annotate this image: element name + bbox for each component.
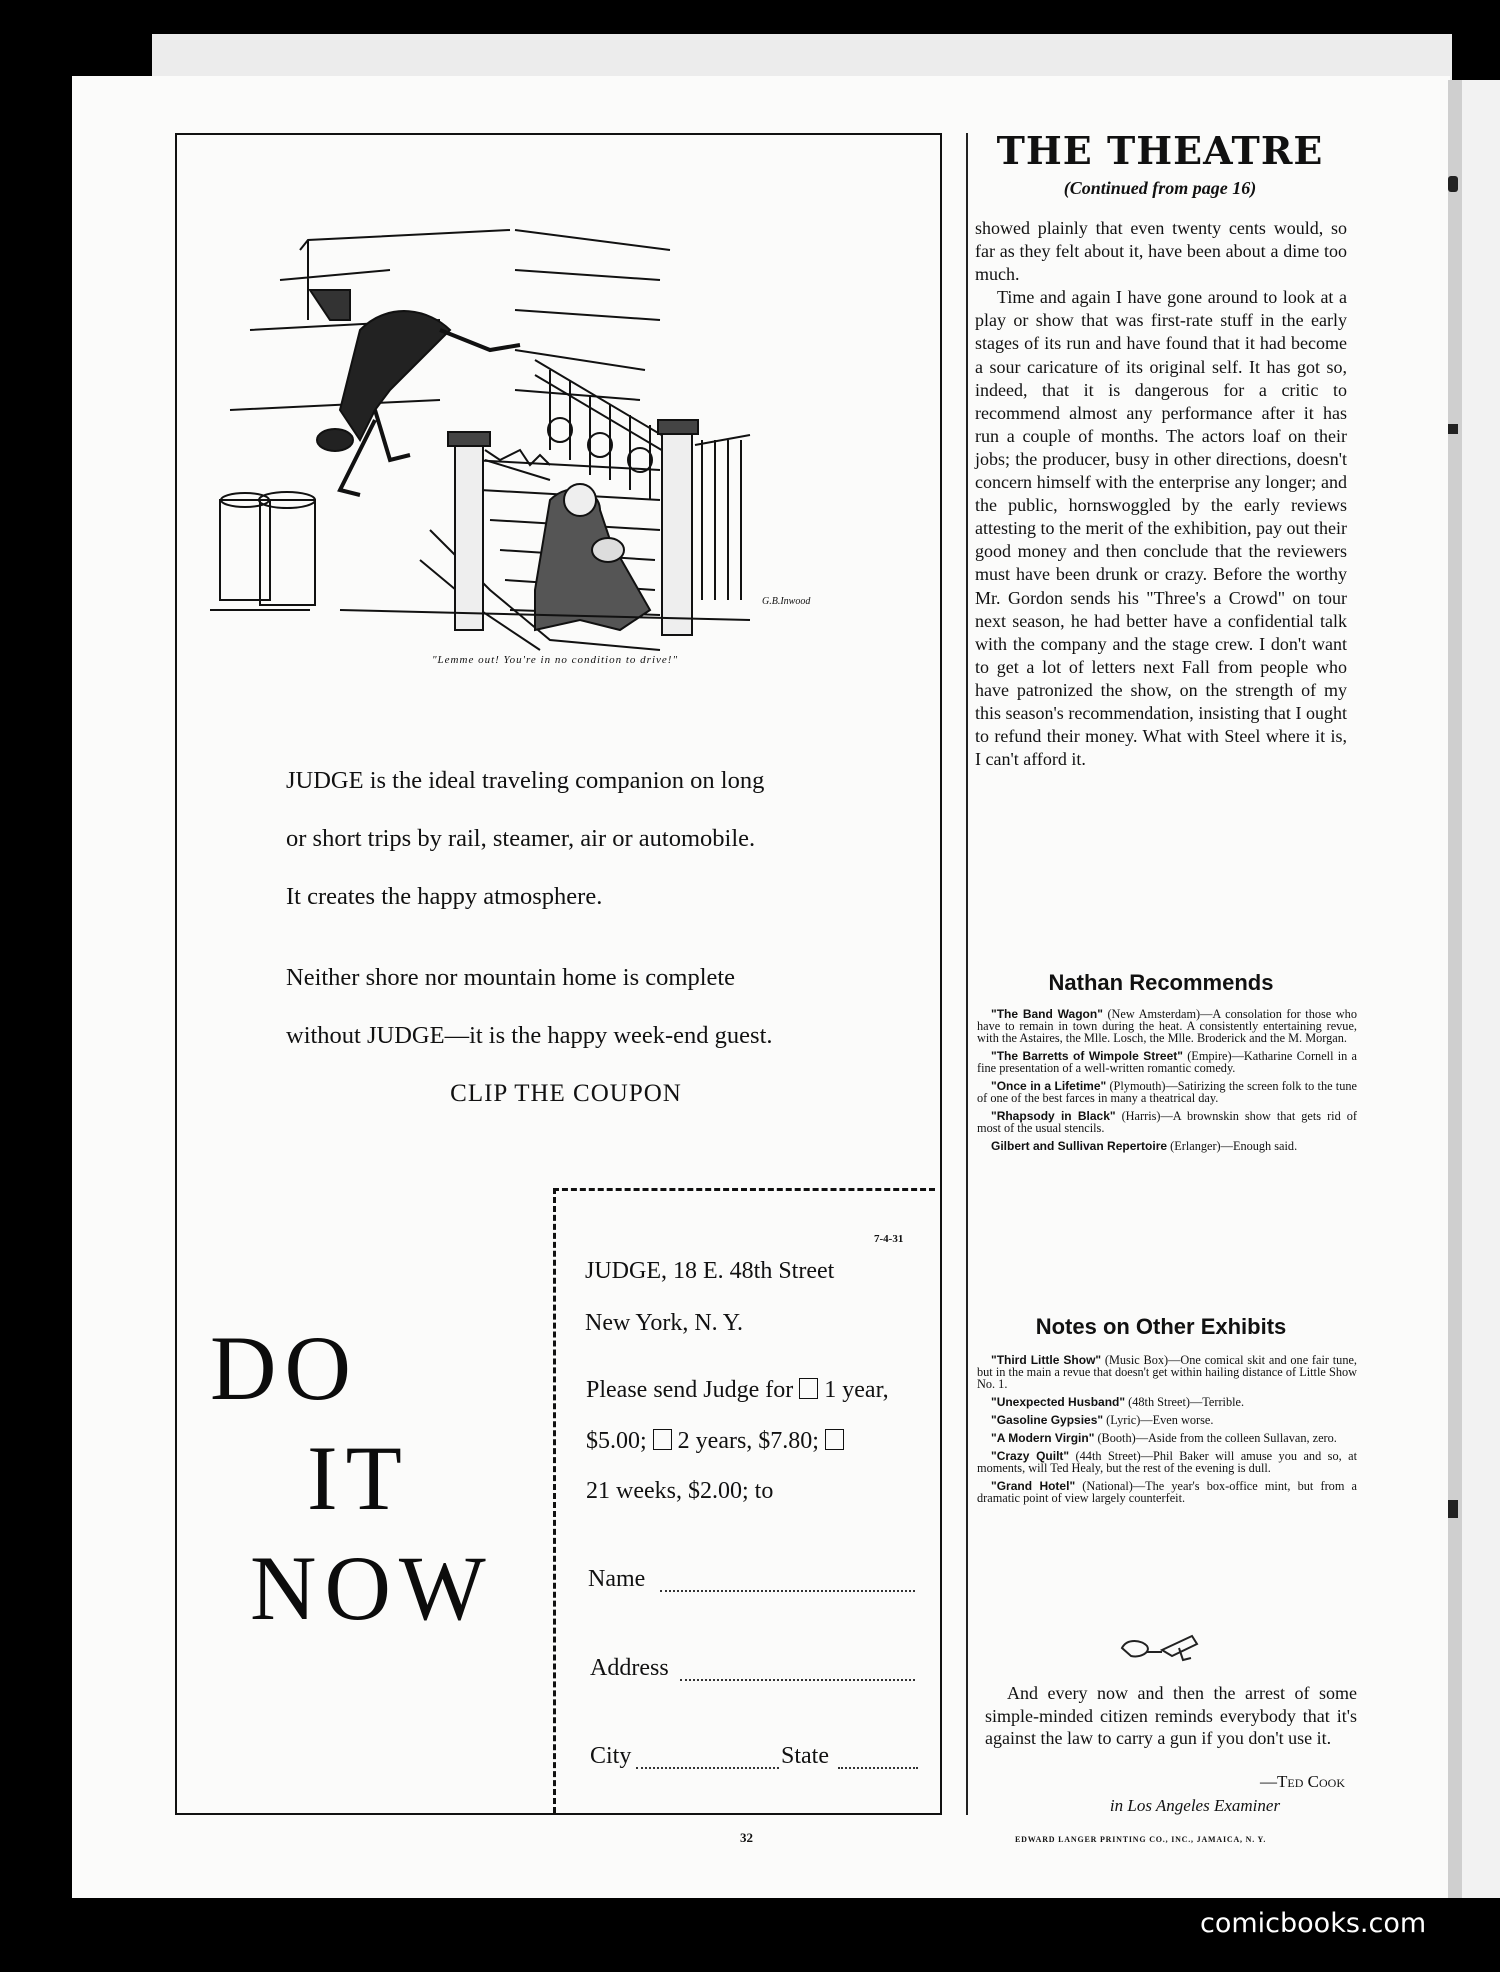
do-it-now-word: NOW <box>250 1537 494 1639</box>
show-review: (Empire)—Katharine Cornell in a fine presentation of a well-written romantic comedy. <box>977 1049 1357 1075</box>
show-review: (Music Box)—One comical skit and one fair tune, but in the main a revue that doesn't get within hailing distance of Little Show No. 1. <box>977 1353 1357 1391</box>
show-review: (Lyric)—Even worse. <box>1103 1413 1214 1427</box>
cartoon-illustration <box>190 210 930 680</box>
two-years-checkbox[interactable] <box>653 1429 672 1450</box>
city-field-label: City <box>590 1743 632 1769</box>
ad-line: without JUDGE—it is the happy week-end guest. <box>286 1022 773 1049</box>
show-title: "Third Little Show" <box>991 1353 1102 1367</box>
coupon-code: 7-4-31 <box>874 1233 904 1245</box>
show-review: (New Amsterdam)—A consolation for those who have to remain in town during the heat. A consistently entertaining revue, with the Astaires, the Mlle. Losch, the Mlle. Broderick and the M. Morgan. <box>977 1007 1357 1045</box>
list-item <box>977 1050 1357 1074</box>
recommendations-list <box>977 1008 1357 1158</box>
binding-mark <box>1448 424 1458 434</box>
coupon-offer-text: Please send Judge for <box>586 1377 794 1403</box>
illustration-caption: "Lemme out! You're in no condition to drive!" <box>431 654 679 666</box>
binding-mark <box>1448 1500 1458 1518</box>
coupon-address-line: JUDGE, 18 E. 48th Street <box>585 1258 835 1284</box>
coupon-offer-text: 21 weeks, $2.00; to <box>586 1478 774 1504</box>
name-field[interactable] <box>660 1590 915 1592</box>
show-review: (Harris)—A brownskin show that gets rid of most of the usual stencils. <box>977 1109 1357 1135</box>
show-review: (Booth)—Aside from the colleen Sullavan, zero. <box>1094 1431 1337 1445</box>
show-review: (48th Street)—Terrible. <box>1125 1395 1245 1409</box>
coupon-offer-text: 2 years, $7.80; <box>677 1428 819 1454</box>
article-paragraph: showed plainly that even twenty cents would, so far as they felt about it, have been about a dime too much. <box>975 218 1347 285</box>
city-field[interactable] <box>636 1767 779 1769</box>
name-field-label: Name <box>588 1566 646 1592</box>
quote-text: And every now and then the arrest of some simple-minded citizen reminds everybody that it's against the law to carry a gun if you don't use it. <box>985 1683 1357 1748</box>
show-title: "Unexpected Husband" <box>991 1395 1126 1409</box>
show-title: "A Modern Virgin" <box>991 1431 1095 1445</box>
list-item <box>977 1396 1357 1408</box>
clip-coupon-heading: CLIP THE COUPON <box>450 1080 682 1107</box>
quote-author: —Ted Cook <box>1260 1772 1345 1791</box>
gun-vignette-icon <box>1117 1628 1207 1664</box>
list-item <box>977 1432 1357 1444</box>
section-title: THE THEATRE <box>996 128 1324 173</box>
show-title: "The Barretts of Wimpole Street" <box>991 1049 1183 1063</box>
address-field[interactable] <box>680 1679 915 1681</box>
list-item <box>977 1354 1357 1390</box>
list-item <box>977 1008 1357 1044</box>
adjacent-page-strip <box>1462 80 1500 1898</box>
column-divider <box>966 133 968 1815</box>
show-review: (National)—The year's box-office mint, but from a dramatic point of view largely counterfeit. <box>977 1479 1357 1505</box>
coupon-offer-line <box>586 1377 889 1404</box>
do-it-now-word: DO <box>210 1317 359 1419</box>
show-title: "Once in a Lifetime" <box>991 1079 1107 1093</box>
show-review: (44th Street)—Phil Baker will amuse you and so, at moments, will Ted Healy, but the rest of the evening is dull. <box>977 1449 1357 1475</box>
watermark: comicbooks.com <box>1200 1908 1427 1939</box>
show-title: "Crazy Quilt" <box>991 1449 1070 1463</box>
do-it-now-word: IT <box>307 1427 410 1529</box>
continued-note: (Continued from page 16) <box>1063 178 1257 198</box>
page-number: 32 <box>740 1830 753 1845</box>
one-year-checkbox[interactable] <box>799 1378 818 1399</box>
coupon-offer-text: $5.00; <box>586 1428 647 1454</box>
show-title: "Gasoline Gypsies" <box>991 1413 1104 1427</box>
show-title: Gilbert and Sullivan Repertoire <box>991 1139 1168 1153</box>
show-title: "Grand Hotel" <box>991 1479 1076 1493</box>
address-field-label: Address <box>590 1655 669 1681</box>
coupon-offer-line <box>586 1428 844 1455</box>
closing-quote <box>985 1682 1357 1750</box>
ad-line: Neither shore nor mountain home is complete <box>286 964 736 991</box>
state-field[interactable] <box>838 1767 918 1769</box>
recommends-heading: Nathan Recommends <box>1048 970 1274 995</box>
ad-line: or short trips by rail, steamer, air or automobile. <box>286 825 756 852</box>
ad-paragraph-1 <box>286 752 846 926</box>
coupon-address-line: New York, N. Y. <box>585 1310 744 1336</box>
ad-paragraph-2 <box>286 949 846 1065</box>
show-title: "Rhapsody in Black" <box>991 1109 1116 1123</box>
notes-list <box>977 1354 1357 1510</box>
page-edge <box>1448 80 1462 1898</box>
ad-line: JUDGE is the ideal traveling companion on long <box>286 767 765 794</box>
coupon-offer-text: 1 year, <box>824 1377 889 1403</box>
theatre-article <box>975 217 1347 771</box>
show-review: (Erlanger)—Enough said. <box>1167 1139 1298 1153</box>
list-item <box>977 1110 1357 1134</box>
state-field-label: State <box>781 1743 829 1769</box>
list-item <box>977 1450 1357 1474</box>
show-review: (Plymouth)—Satirizing the screen folk to the tune of one of the best farces in many a theatrical day. <box>977 1079 1357 1105</box>
twenty-one-weeks-checkbox[interactable] <box>825 1429 844 1450</box>
quote-source: in Los Angeles Examiner <box>1109 1796 1281 1815</box>
list-item <box>977 1414 1357 1426</box>
list-item <box>977 1080 1357 1104</box>
notes-heading: Notes on Other Exhibits <box>1035 1314 1287 1339</box>
svg-text:G.B.Inwood: G.B.Inwood <box>762 596 811 607</box>
list-item <box>977 1140 1357 1152</box>
binding-mark <box>1448 176 1458 192</box>
printer-credit: EDWARD LANGER PRINTING CO., INC., JAMAICA, N. Y. <box>1015 1835 1267 1844</box>
show-title: "The Band Wagon" <box>991 1007 1103 1021</box>
ad-line: It creates the happy atmosphere. <box>286 883 603 910</box>
list-item <box>977 1480 1357 1504</box>
article-paragraph: Time and again I have gone around to look at a play or show that was first-rate stuff in the early stages of its run and have found that it had become a sour caricature of its original self. It has got so, indeed, that it is dangerous for a critic to recommend almost any performance after it has run a couple of months. The actors loaf on their jobs; the producer, busy in other directions, doesn't concern himself with the enterprise any longer; and the public, hornswoggled by the early reviews attesting to the merit of the exhibition, pay out their good money and then conclude that the reviewers must have been drunk or crazy. Before the worthy Mr. Gordon sends his "Three's a Crowd" on tour next season, he had better have a confidential talk with the company and the stage crew. I don't want to get a lot of letters next Fall from people who have patronized the show, on the strength of my this season's recommendation, insisting that I ought to refund their money. What with Steel where it is, I can't afford it. <box>975 287 1347 770</box>
